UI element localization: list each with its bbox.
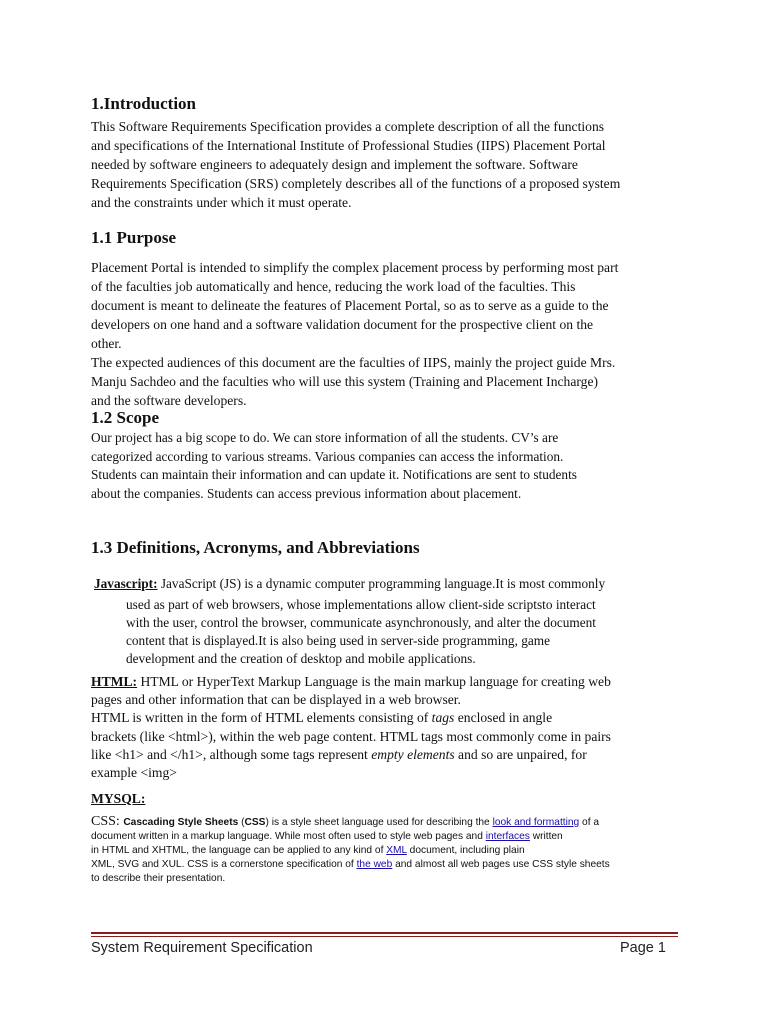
javascript-line: content that is displayed.It is also being used in server-side programming, game: [126, 633, 551, 648]
css-line: [91, 830, 671, 844]
purpose-line: document is meant to delineate the features of Placement Portal, so as to serve as a guide to the: [91, 298, 609, 313]
mysql-term: MYSQL:: [91, 791, 146, 806]
html-text: HTML or HyperText Markup Language is the main markup language for creating web: [137, 674, 611, 689]
definition-css: [91, 815, 671, 886]
html-line: example <img>: [91, 765, 177, 781]
link-the-web[interactable]: the web: [356, 859, 393, 870]
css-text: of a: [579, 817, 600, 828]
css-term: CSS:: [91, 814, 124, 829]
intro-line: and the constraints under which it must operate.: [91, 195, 352, 210]
html-line: [91, 709, 681, 727]
html-line: brackets (like <html>), within the web page content. HTML tags most commonly come in pairs: [91, 728, 611, 744]
scope-line: about the companies. Students can access previous information about placement.: [91, 485, 522, 501]
heading-definitions: 1.3 Definitions, Acronyms, and Abbreviations: [91, 538, 420, 557]
intro-paragraph: [91, 117, 691, 212]
heading-scope: 1.2 Scope: [91, 408, 159, 427]
footer-title: System Requirement Specification: [91, 940, 313, 956]
intro-line: This Software Requirements Specification provides a complete description of all the functions: [91, 119, 605, 134]
scope-line: Our project has a big scope to do. We can store information of all the students. CV’s are: [91, 430, 559, 445]
css-text: written: [529, 831, 563, 842]
intro-line: and specifications of the International Institute of Professional Studies (IIPS) Placement Portal: [91, 138, 606, 153]
html-text: like <h1> and </h1>, although some tags represent: [91, 746, 372, 762]
footer-rule: [91, 932, 678, 934]
javascript-text: JavaScript (JS) is a dynamic computer programming language.It is most commonly: [157, 576, 606, 591]
purpose-line: and the software developers.: [91, 393, 247, 408]
css-line: to describe their presentation.: [91, 873, 226, 884]
css-text: ): [265, 817, 269, 828]
purpose-line: of the faculties job automatically and hence, reducing the work load of the faculties. This: [91, 279, 576, 294]
definition-mysql: [91, 789, 691, 808]
css-text: document, including plain: [406, 845, 525, 856]
javascript-first-line: [94, 575, 674, 593]
css-text: document written in a markup language. While most often used to style web pages and: [91, 831, 486, 842]
css-text: is a style sheet language used for describing the: [268, 817, 493, 828]
html-line: pages and other information that can be displayed in a web browser.: [91, 692, 461, 708]
definition-html: [91, 673, 681, 782]
html-line: [91, 673, 681, 691]
css-line: [91, 844, 671, 858]
javascript-continuation: [94, 596, 674, 668]
html-line: [91, 746, 681, 764]
heading-introduction: 1.Introduction: [91, 94, 197, 113]
javascript-line: with the user, control the browser, communicate asynchronously, and alter the document: [126, 615, 596, 630]
scope-line: categorized according to various streams. Various companies can access the information.: [91, 448, 564, 464]
javascript-line: used as part of web browsers, whose implementations allow client-side scriptsto interact: [126, 597, 596, 612]
css-text: (: [238, 817, 245, 828]
intro-line: needed by software engineers to adequately design and implement the software. Software: [91, 157, 578, 172]
intro-line: Requirements Specification (SRS) completely describes all of the functions of a proposed system: [91, 176, 621, 191]
html-emphasis: empty elements: [371, 746, 455, 762]
javascript-line: development and the creation of desktop and mobile applications.: [126, 651, 476, 666]
scope-paragraph: [91, 429, 691, 503]
javascript-term: Javascript:: [94, 576, 158, 591]
css-text: in HTML and XHTML, the language can be applied to any kind of: [91, 845, 387, 856]
link-interfaces[interactable]: interfaces: [485, 831, 530, 842]
link-look-and-formatting[interactable]: look and formatting: [492, 817, 580, 828]
purpose-line: Manju Sachdeo and the faculties who will use this system (Training and Placement Incharge): [91, 374, 599, 389]
html-emphasis: tags: [431, 710, 455, 726]
css-line: [91, 858, 671, 872]
html-text: and so are unpaired, for: [454, 746, 587, 762]
footer-rule: [91, 936, 678, 937]
heading-purpose: 1.1 Purpose: [91, 228, 176, 247]
purpose-line: other.: [91, 336, 122, 351]
link-xml[interactable]: XML: [386, 845, 407, 856]
html-text: HTML is written in the form of HTML elements consisting of: [91, 710, 432, 726]
footer-page-number: Page 1: [620, 940, 666, 956]
css-text: and almost all web pages use CSS style sheets: [392, 859, 610, 870]
definition-javascript: [94, 575, 674, 668]
html-term: HTML:: [91, 674, 138, 689]
purpose-line: Placement Portal is intended to simplify the complex placement process by performing most part: [91, 260, 619, 275]
css-line: [91, 815, 671, 830]
css-fullname: Cascading Style Sheets: [123, 817, 239, 828]
css-text: XML, SVG and XUL. CSS is a cornerstone specification of: [91, 859, 357, 870]
purpose-paragraph: [91, 258, 691, 410]
purpose-line: developers on one hand and a software validation document for the prospective client on the: [91, 317, 594, 332]
scope-line: Students can maintain their information and can update it. Notifications are sent to students: [91, 467, 577, 482]
css-abbr: CSS: [244, 817, 266, 828]
html-text: enclosed in angle: [454, 710, 553, 726]
purpose-line: The expected audiences of this document are the faculties of IIPS, mainly the project guide Mrs.: [91, 355, 616, 370]
